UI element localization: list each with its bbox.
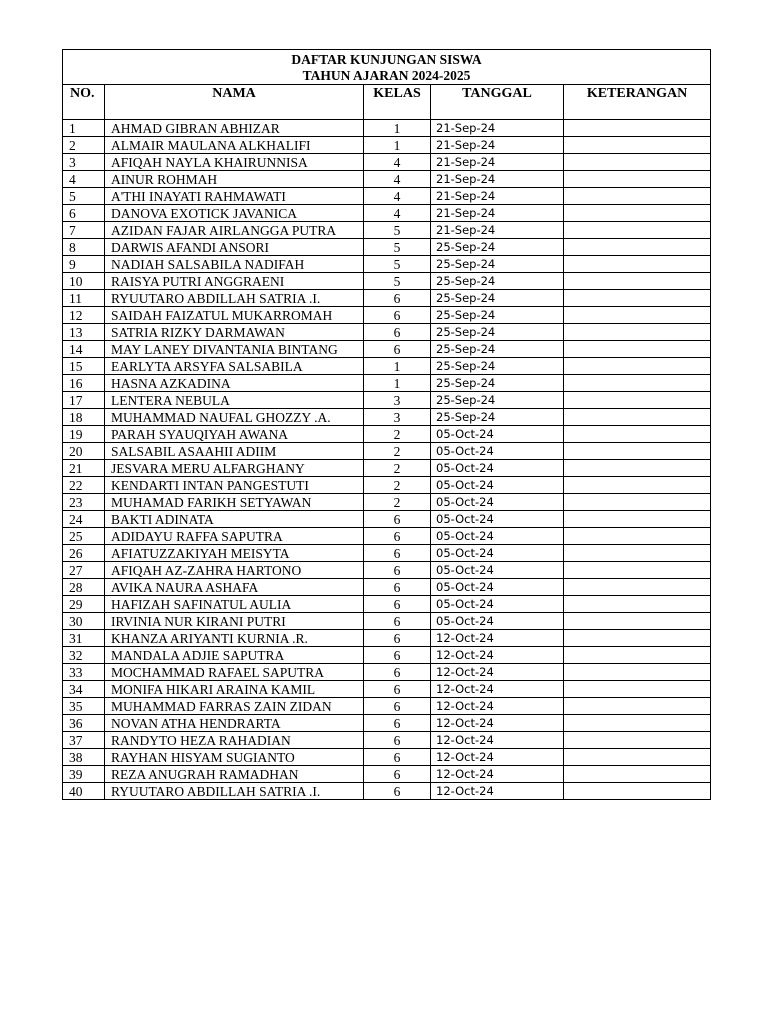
table-row [63, 426, 711, 443]
cell-tanggal: 12-Oct-24 [431, 766, 564, 783]
cell-tanggal: 25-Sep-24 [431, 273, 564, 290]
cell-kelas: 2 [364, 477, 431, 494]
table-row [63, 290, 711, 307]
cell-tanggal: 05-Oct-24 [431, 596, 564, 613]
cell-kelas: 4 [364, 154, 431, 171]
cell-nama: BAKTI ADINATA [105, 511, 364, 528]
cell-tanggal: 25-Sep-24 [431, 256, 564, 273]
cell-nama: RAYHAN HISYAM SUGIANTO [105, 749, 364, 766]
cell-no: 27 [63, 562, 105, 579]
table-row [63, 613, 711, 630]
cell-tanggal: 25-Sep-24 [431, 307, 564, 324]
cell-tanggal: 21-Sep-24 [431, 188, 564, 205]
cell-keterangan [564, 256, 711, 273]
cell-tanggal: 25-Sep-24 [431, 324, 564, 341]
table-row [63, 256, 711, 273]
table-row [63, 477, 711, 494]
table-row [63, 137, 711, 154]
header-tanggal: TANGGAL [431, 85, 564, 120]
cell-nama: PARAH SYAUQIYAH AWANA [105, 426, 364, 443]
header-row [63, 85, 711, 120]
cell-kelas: 5 [364, 256, 431, 273]
cell-no: 19 [63, 426, 105, 443]
cell-keterangan [564, 324, 711, 341]
cell-nama: NADIAH SALSABILA NADIFAH [105, 256, 364, 273]
cell-kelas: 6 [364, 562, 431, 579]
table-row [63, 783, 711, 800]
table-row [63, 511, 711, 528]
cell-tanggal: 25-Sep-24 [431, 409, 564, 426]
cell-kelas: 6 [364, 511, 431, 528]
cell-tanggal: 25-Sep-24 [431, 239, 564, 256]
cell-no: 32 [63, 647, 105, 664]
cell-no: 20 [63, 443, 105, 460]
cell-no: 18 [63, 409, 105, 426]
cell-keterangan [564, 630, 711, 647]
table-row [63, 664, 711, 681]
table-row [63, 579, 711, 596]
cell-nama: AHMAD GIBRAN ABHIZAR [105, 120, 364, 137]
cell-no: 2 [63, 137, 105, 154]
cell-nama: KENDARTI INTAN PANGESTUTI [105, 477, 364, 494]
document-title [63, 50, 711, 85]
cell-no: 17 [63, 392, 105, 409]
cell-kelas: 3 [364, 409, 431, 426]
cell-kelas: 6 [364, 698, 431, 715]
cell-keterangan [564, 154, 711, 171]
cell-kelas: 2 [364, 426, 431, 443]
table-row [63, 273, 711, 290]
cell-tanggal: 05-Oct-24 [431, 528, 564, 545]
cell-keterangan [564, 647, 711, 664]
table-row [63, 171, 711, 188]
cell-no: 25 [63, 528, 105, 545]
cell-nama: REZA ANUGRAH RAMADHAN [105, 766, 364, 783]
cell-tanggal: 05-Oct-24 [431, 511, 564, 528]
cell-tanggal: 12-Oct-24 [431, 749, 564, 766]
cell-kelas: 6 [364, 630, 431, 647]
table-row [63, 409, 711, 426]
table-row [63, 749, 711, 766]
cell-keterangan [564, 222, 711, 239]
cell-nama: AZIDAN FAJAR AIRLANGGA PUTRA [105, 222, 364, 239]
cell-nama: A'THI INAYATI RAHMAWATI [105, 188, 364, 205]
cell-tanggal: 05-Oct-24 [431, 579, 564, 596]
cell-keterangan [564, 732, 711, 749]
cell-kelas: 6 [364, 596, 431, 613]
cell-tanggal: 12-Oct-24 [431, 715, 564, 732]
cell-nama: ADIDAYU RAFFA SAPUTRA [105, 528, 364, 545]
table-row [63, 715, 711, 732]
cell-nama: RAISYA PUTRI ANGGRAENI [105, 273, 364, 290]
table-row [63, 460, 711, 477]
table-row [63, 222, 711, 239]
cell-nama: ALMAIR MAULANA ALKHALIFI [105, 137, 364, 154]
cell-nama: RYUUTARO ABDILLAH SATRIA .I. [105, 783, 364, 800]
table-row [63, 120, 711, 137]
table-row [63, 766, 711, 783]
cell-kelas: 6 [364, 647, 431, 664]
table-row [63, 528, 711, 545]
cell-no: 1 [63, 120, 105, 137]
cell-nama: HAFIZAH SAFINATUL AULIA [105, 596, 364, 613]
cell-kelas: 1 [364, 120, 431, 137]
cell-keterangan [564, 443, 711, 460]
table-row [63, 324, 711, 341]
cell-keterangan [564, 494, 711, 511]
cell-no: 35 [63, 698, 105, 715]
cell-nama: RANDYTO HEZA RAHADIAN [105, 732, 364, 749]
cell-nama: MANDALA ADJIE SAPUTRA [105, 647, 364, 664]
cell-tanggal: 12-Oct-24 [431, 698, 564, 715]
cell-kelas: 2 [364, 494, 431, 511]
cell-no: 9 [63, 256, 105, 273]
cell-no: 5 [63, 188, 105, 205]
cell-keterangan [564, 460, 711, 477]
cell-nama: DANOVA EXOTICK JAVANICA [105, 205, 364, 222]
table-row [63, 443, 711, 460]
cell-kelas: 6 [364, 545, 431, 562]
cell-keterangan [564, 477, 711, 494]
cell-keterangan [564, 239, 711, 256]
cell-nama: AVIKA NAURA ASHAFA [105, 579, 364, 596]
cell-nama: LENTERA NEBULA [105, 392, 364, 409]
cell-kelas: 6 [364, 783, 431, 800]
cell-nama: AINUR ROHMAH [105, 171, 364, 188]
cell-kelas: 4 [364, 188, 431, 205]
cell-no: 3 [63, 154, 105, 171]
cell-tanggal: 05-Oct-24 [431, 562, 564, 579]
cell-no: 28 [63, 579, 105, 596]
cell-keterangan [564, 613, 711, 630]
table-row [63, 375, 711, 392]
table-row [63, 630, 711, 647]
cell-keterangan [564, 273, 711, 290]
title-row [63, 50, 711, 85]
cell-keterangan [564, 409, 711, 426]
cell-no: 39 [63, 766, 105, 783]
cell-kelas: 5 [364, 239, 431, 256]
cell-no: 13 [63, 324, 105, 341]
cell-tanggal: 21-Sep-24 [431, 154, 564, 171]
cell-kelas: 6 [364, 749, 431, 766]
cell-no: 36 [63, 715, 105, 732]
cell-tanggal: 12-Oct-24 [431, 783, 564, 800]
cell-nama: JESVARA MERU ALFARGHANY [105, 460, 364, 477]
cell-no: 33 [63, 664, 105, 681]
cell-kelas: 5 [364, 273, 431, 290]
cell-no: 22 [63, 477, 105, 494]
cell-tanggal: 21-Sep-24 [431, 120, 564, 137]
cell-kelas: 6 [364, 528, 431, 545]
table-row [63, 188, 711, 205]
header-no: NO. [63, 85, 105, 120]
table-row [63, 494, 711, 511]
cell-keterangan [564, 715, 711, 732]
table-row [63, 307, 711, 324]
cell-kelas: 2 [364, 460, 431, 477]
cell-kelas: 6 [364, 579, 431, 596]
cell-keterangan [564, 698, 711, 715]
cell-kelas: 2 [364, 443, 431, 460]
cell-nama: MUHAMAD FARIKH SETYAWAN [105, 494, 364, 511]
cell-keterangan [564, 137, 711, 154]
cell-tanggal: 21-Sep-24 [431, 222, 564, 239]
cell-kelas: 6 [364, 341, 431, 358]
cell-keterangan [564, 426, 711, 443]
cell-nama: EARLYTA ARSYFA SALSABILA [105, 358, 364, 375]
cell-tanggal: 12-Oct-24 [431, 630, 564, 647]
cell-no: 30 [63, 613, 105, 630]
cell-no: 8 [63, 239, 105, 256]
cell-kelas: 4 [364, 171, 431, 188]
header-nama: NAMA [105, 85, 364, 120]
header-keterangan: KETERANGAN [564, 85, 711, 120]
cell-nama: DARWIS AFANDI ANSORI [105, 239, 364, 256]
table-row [63, 205, 711, 222]
cell-nama: AFIQAH AZ-ZAHRA HARTONO [105, 562, 364, 579]
cell-kelas: 6 [364, 290, 431, 307]
cell-tanggal: 05-Oct-24 [431, 426, 564, 443]
table-row [63, 647, 711, 664]
cell-keterangan [564, 664, 711, 681]
cell-no: 34 [63, 681, 105, 698]
cell-keterangan [564, 392, 711, 409]
cell-tanggal: 21-Sep-24 [431, 171, 564, 188]
table-row [63, 358, 711, 375]
cell-nama: SATRIA RIZKY DARMAWAN [105, 324, 364, 341]
cell-nama: MUHAMMAD FARRAS ZAIN ZIDAN [105, 698, 364, 715]
cell-no: 4 [63, 171, 105, 188]
cell-kelas: 1 [364, 137, 431, 154]
title-line-1: DAFTAR KUNJUNGAN SISWA [291, 51, 482, 67]
cell-nama: MUHAMMAD NAUFAL GHOZZY .A. [105, 409, 364, 426]
cell-nama: NOVAN ATHA HENDRARTA [105, 715, 364, 732]
cell-tanggal: 25-Sep-24 [431, 358, 564, 375]
cell-keterangan [564, 511, 711, 528]
cell-nama: MAY LANEY DIVANTANIA BINTANG [105, 341, 364, 358]
cell-keterangan [564, 579, 711, 596]
cell-no: 24 [63, 511, 105, 528]
cell-keterangan [564, 596, 711, 613]
cell-tanggal: 21-Sep-24 [431, 137, 564, 154]
cell-keterangan [564, 307, 711, 324]
cell-tanggal: 05-Oct-24 [431, 477, 564, 494]
table-row [63, 732, 711, 749]
cell-nama: IRVINIA NUR KIRANI PUTRI [105, 613, 364, 630]
cell-kelas: 6 [364, 715, 431, 732]
cell-no: 11 [63, 290, 105, 307]
cell-nama: HASNA AZKADINA [105, 375, 364, 392]
cell-tanggal: 05-Oct-24 [431, 613, 564, 630]
table-row [63, 562, 711, 579]
table-row [63, 154, 711, 171]
cell-keterangan [564, 290, 711, 307]
cell-keterangan [564, 545, 711, 562]
cell-kelas: 6 [364, 664, 431, 681]
cell-nama: MOCHAMMAD RAFAEL SAPUTRA [105, 664, 364, 681]
cell-nama: MONIFA HIKARI ARAINA KAMIL [105, 681, 364, 698]
cell-tanggal: 25-Sep-24 [431, 341, 564, 358]
cell-kelas: 6 [364, 307, 431, 324]
cell-keterangan [564, 188, 711, 205]
table-row [63, 239, 711, 256]
visit-table [62, 49, 711, 800]
cell-keterangan [564, 375, 711, 392]
cell-no: 40 [63, 783, 105, 800]
cell-no: 12 [63, 307, 105, 324]
cell-kelas: 6 [364, 766, 431, 783]
cell-kelas: 6 [364, 613, 431, 630]
table-row [63, 681, 711, 698]
cell-tanggal: 05-Oct-24 [431, 460, 564, 477]
cell-no: 38 [63, 749, 105, 766]
cell-tanggal: 25-Sep-24 [431, 392, 564, 409]
cell-no: 37 [63, 732, 105, 749]
cell-kelas: 1 [364, 375, 431, 392]
cell-keterangan [564, 783, 711, 800]
cell-keterangan [564, 341, 711, 358]
cell-nama: SALSABIL ASAAHII ADIIM [105, 443, 364, 460]
cell-tanggal: 21-Sep-24 [431, 205, 564, 222]
cell-tanggal: 12-Oct-24 [431, 732, 564, 749]
cell-tanggal: 25-Sep-24 [431, 375, 564, 392]
cell-no: 26 [63, 545, 105, 562]
cell-no: 6 [63, 205, 105, 222]
cell-tanggal: 05-Oct-24 [431, 443, 564, 460]
cell-no: 29 [63, 596, 105, 613]
cell-tanggal: 12-Oct-24 [431, 664, 564, 681]
cell-kelas: 5 [364, 222, 431, 239]
table-row [63, 341, 711, 358]
cell-keterangan [564, 528, 711, 545]
cell-kelas: 4 [364, 205, 431, 222]
cell-keterangan [564, 205, 711, 222]
cell-keterangan [564, 120, 711, 137]
cell-keterangan [564, 171, 711, 188]
cell-nama: KHANZA ARIYANTI KURNIA .R. [105, 630, 364, 647]
cell-no: 7 [63, 222, 105, 239]
table-row [63, 392, 711, 409]
cell-kelas: 6 [364, 324, 431, 341]
cell-keterangan [564, 681, 711, 698]
cell-no: 21 [63, 460, 105, 477]
cell-kelas: 3 [364, 392, 431, 409]
cell-kelas: 6 [364, 681, 431, 698]
cell-nama: AFIQAH NAYLA KHAIRUNNISA [105, 154, 364, 171]
cell-tanggal: 05-Oct-24 [431, 545, 564, 562]
cell-no: 15 [63, 358, 105, 375]
cell-kelas: 6 [364, 732, 431, 749]
table-row [63, 698, 711, 715]
cell-no: 23 [63, 494, 105, 511]
title-line-2: TAHUN AJARAN 2024-2025 [302, 67, 471, 83]
cell-no: 14 [63, 341, 105, 358]
cell-nama: SAIDAH FAIZATUL MUKARROMAH [105, 307, 364, 324]
cell-no: 16 [63, 375, 105, 392]
cell-no: 10 [63, 273, 105, 290]
cell-kelas: 1 [364, 358, 431, 375]
table-row [63, 596, 711, 613]
table-row [63, 545, 711, 562]
cell-nama: RYUUTARO ABDILLAH SATRIA .I. [105, 290, 364, 307]
cell-keterangan [564, 358, 711, 375]
cell-tanggal: 25-Sep-24 [431, 290, 564, 307]
cell-tanggal: 05-Oct-24 [431, 494, 564, 511]
cell-tanggal: 12-Oct-24 [431, 647, 564, 664]
cell-keterangan [564, 562, 711, 579]
cell-no: 31 [63, 630, 105, 647]
cell-keterangan [564, 766, 711, 783]
cell-tanggal: 12-Oct-24 [431, 681, 564, 698]
cell-keterangan [564, 749, 711, 766]
header-kelas: KELAS [364, 85, 431, 120]
cell-nama: AFIATUZZAKIYAH MEISYTA [105, 545, 364, 562]
